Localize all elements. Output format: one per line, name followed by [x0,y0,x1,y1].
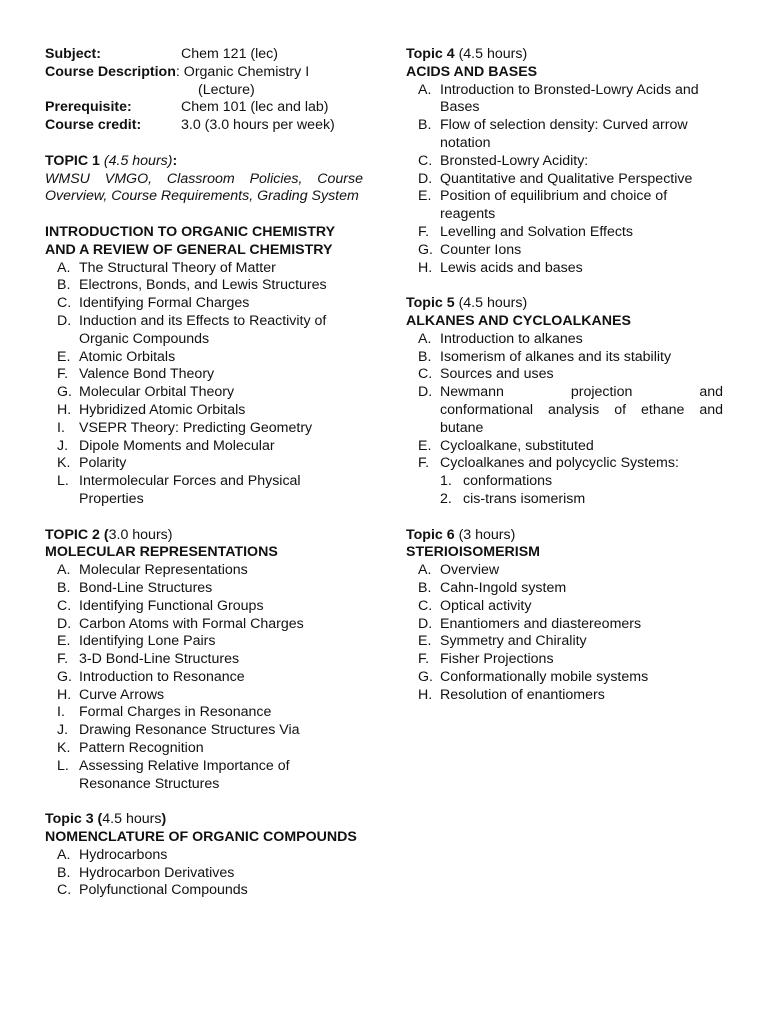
list-item: A. Introduction to alkanes [418,330,583,347]
topic-3-label: Topic 3 ( [45,811,103,828]
topic-6-label: Topic 6 [406,526,455,543]
list-item: G. Introduction to Resonance [57,668,245,685]
list-item: D. Newmann projection and conformational analysis of ethane and butane [418,384,723,436]
topic-5-sublist [440,473,723,509]
list-item: B. Cahn-Ingold system [418,579,567,596]
list-item: G. Molecular Orbital Theory [57,384,235,401]
list-item: D. Enantiomers and diastereomers [418,615,642,632]
topic-3-hours: 4.5 hours [102,811,162,828]
topic-2-list [45,562,363,793]
list-item: H. Hybridized Atomic Orbitals [57,401,246,418]
topic-2-heading: MOLECULAR REPRESENTATIONS [45,544,278,561]
list-item: K. Pattern Recognition [57,740,204,757]
sub-list-item: 2. cis-trans isomerism [440,490,586,507]
list-item: J. Dipole Moments and Molecular [57,437,275,454]
topic-3-section [45,811,363,900]
list-item: C. Sources and uses [418,366,554,383]
topic-4-list [406,82,723,278]
topic-4-section [406,46,723,277]
topic-5-heading: ALKANES AND CYCLOALKANES [406,312,631,329]
list-item: L. Intermolecular Forces and Physical Properties [57,473,301,507]
subject-row [45,46,363,64]
list-item: K. Polarity [57,455,127,472]
topic-5-list [406,331,723,509]
topic-1-hours: (4.5 hours) [103,152,173,169]
list-item: A. Overview [418,562,500,579]
list-item: C. Polyfunctional Compounds [57,882,248,899]
topic-5-hours: (4.5 hours) [458,295,528,312]
topic-6-section [406,527,723,705]
topic-2-section [45,527,363,794]
list-item: B. Electrons, Bonds, and Lewis Structures [57,277,327,294]
topic-3-list [45,847,363,900]
topic-1-list [45,260,363,509]
topic-1-heading: INTRODUCTION TO ORGANIC CHEMISTRY AND A REVIEW OF GENERAL CHEMISTRY [45,223,335,258]
topic-1-title [45,153,363,171]
list-item: L. Assessing Relative Importance of Resonance Structures [57,757,290,792]
topic-4-title [406,46,723,64]
list-item: I. VSEPR Theory: Predicting Geometry [57,419,313,436]
prerequisite-value: Chem 101 (lec and lab) [181,99,329,116]
course-credit-label: Course credit: [45,117,142,134]
list-item: E. Position of equilibrium and choice of reagents [418,188,668,223]
topic-3-title [45,811,363,829]
list-item: B. Bond-Line Structures [57,579,213,596]
list-item: C. Identifying Functional Groups [57,597,264,614]
course-credit-value: 3.0 (3.0 hours per week) [181,117,335,134]
list-item: B. Flow of selection density: Curved arrow notation [418,117,688,151]
right-column [406,46,723,704]
list-item: F. Fisher Projections [418,651,554,668]
course-description-value: Organic Chemistry I [183,63,310,80]
prerequisite-label: Prerequisite: [45,99,132,116]
course-description-row [45,64,363,82]
topic-6-list [406,562,723,704]
list-item: H. Curve Arrows [57,686,165,703]
topic-3-heading: NOMENCLATURE OF ORGANIC COMPOUNDS [45,829,357,846]
list-item: E. Identifying Lone Pairs [57,633,216,650]
list-item: B. Hydrocarbon Derivatives [57,864,235,881]
course-description-label: Course Description [45,63,176,80]
topic-3-close: ) [161,811,167,828]
prerequisite-row [45,99,363,117]
topic-1-label: TOPIC 1 [45,152,100,169]
left-column [45,46,363,900]
topic-1-section [45,153,363,509]
list-item: E. Symmetry and Chirality [418,633,587,650]
topic-1-summary: WMSU VMGO, Classroom Policies, Course Overview, Course Requirements, Grading System [45,170,363,205]
list-item: A. Molecular Representations [57,562,248,579]
list-item: C. Identifying Formal Charges [57,295,250,312]
list-item: F. Levelling and Solvation Effects [418,223,633,240]
course-description-colon: : [175,63,180,80]
list-item: G. Conformationally mobile systems [418,668,649,685]
topic-4-heading: ACIDS AND BASES [406,63,538,80]
list-item: D. Carbon Atoms with Formal Charges [57,615,304,632]
topic-6-hours: (3 hours) [458,526,516,543]
topic-2-hours: 3.0 hours) [108,526,173,543]
list-item: F. Cycloalkanes and polycyclic Systems: 1. conformations 2. cis-trans isomerism [406,455,723,508]
subject-label: Subject: [45,46,101,62]
list-item: D. Induction and its Effects to Reactivity of Organic Compounds [57,312,327,347]
topic-5-label: Topic 5 [406,295,455,312]
topic-4-hours: (4.5 hours) [458,46,528,62]
list-item: H. Lewis acids and bases [418,259,583,276]
list-item: F. Valence Bond Theory [57,366,215,383]
topic-4-label: Topic 4 [406,46,455,62]
list-item: C. Optical activity [418,597,532,614]
course-description-continuation: (Lecture) [198,81,255,98]
list-item: I. Formal Charges in Resonance [57,704,272,721]
topic-5-section [406,295,723,509]
list-item: B. Isomerism of alkanes and its stability [418,348,672,365]
list-item: G. Counter Ions [418,241,522,258]
topic-2-label: TOPIC 2 ( [45,526,109,543]
list-item: D. Quantitative and Qualitative Perspective [418,170,693,187]
list-item: A. Hydrocarbons [57,846,168,863]
list-item: E. Atomic Orbitals [57,348,176,365]
course-info [45,46,363,135]
topic-5-title [406,295,723,313]
topic-1-colon: : [172,152,178,169]
list-item: H. Resolution of enantiomers [418,686,605,703]
list-item: F. 3-D Bond-Line Structures [57,651,240,668]
list-item: A. The Structural Theory of Matter [57,259,276,276]
course-credit-row [45,117,363,135]
list-item: C. Bronsted-Lowry Acidity: [418,152,589,169]
list-item: J. Drawing Resonance Structures Via [57,722,300,739]
topic-6-title [406,527,723,545]
sub-list-item: 1. conformations [440,473,553,490]
topic-6-heading: STERIOISOMERISM [406,544,541,561]
list-item: A. Introduction to Bronsted-Lowry Acids and Bases [418,81,699,116]
topic-2-title [45,527,363,545]
list-item: E. Cycloalkane, substituted [418,437,594,454]
subject-value: Chem 121 (lec) [181,46,278,62]
